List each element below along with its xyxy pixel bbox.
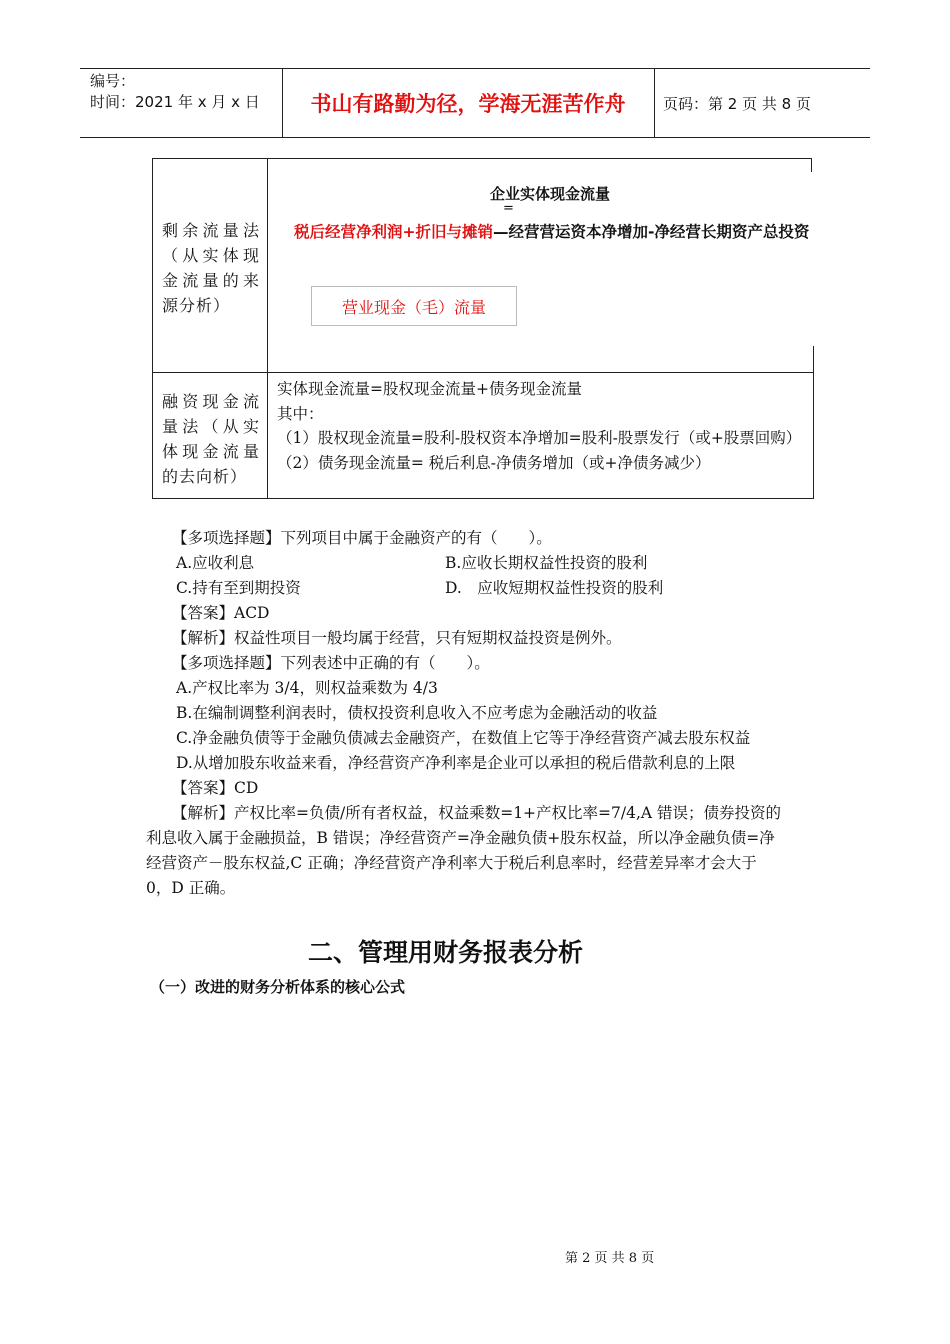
table-border-bottom bbox=[152, 498, 814, 499]
table-row-divider bbox=[152, 372, 814, 373]
q2-question: 【多项选择题】下列表述中正确的有（ ）。 bbox=[172, 654, 490, 672]
header-divider bbox=[654, 69, 655, 137]
q1-analysis: 【解析】权益性项目一般均属于经营，只有短期权益投资是例外。 bbox=[172, 629, 622, 647]
section-subtitle: （一）改进的财务分析体系的核心公式 bbox=[150, 978, 406, 996]
table-border-right bbox=[813, 346, 814, 499]
q2-option-c: C.净金融负债等于金融负债减去金融资产，在数值上它等于净经营资产减去股东权益 bbox=[176, 729, 751, 747]
analysis-line: 【解析】产权比率=负债/所有者权益，权益乘数=1+产权比率=7/4,A 错误；债券投资的 bbox=[172, 804, 782, 822]
analysis-line: 经营资产－股东权益,C 正确；净经营资产净利率大于税后利息率时，经营差异率才会大于 bbox=[146, 854, 757, 872]
analysis-line: 0，D 正确。 bbox=[146, 879, 236, 897]
formula-black-part: —经营营运资本净增加-净经营长期资产总投资 bbox=[493, 223, 810, 241]
page-header bbox=[80, 68, 870, 138]
table-border-top bbox=[152, 158, 812, 159]
detail-line: （2）债务现金流量= 税后利息-净债务增加（或+净债务减少） bbox=[277, 453, 711, 472]
q1-option-b: B.应收长期权益性投资的股利 bbox=[445, 554, 648, 572]
q2-analysis bbox=[146, 801, 811, 901]
q2-option-a: A.产权比率为 3/4，则权益乘数为 4/3 bbox=[176, 679, 438, 697]
operating-cash-flow-box: 营业现金（毛）流量 bbox=[311, 286, 517, 326]
header-meta bbox=[90, 71, 260, 113]
entity-cash-flow-formula bbox=[294, 220, 809, 242]
financing-flow-details bbox=[277, 377, 807, 475]
q1-option-d: D. 应收短期权益性投资的股利 bbox=[445, 579, 664, 597]
formula-red-part: 税后经营净利润+折旧与摊销 bbox=[294, 223, 493, 241]
detail-line: （1）股权现金流量=股利-股权资本净增加=股利-股票发行（或+股票回购） bbox=[277, 429, 802, 447]
header-motto: 书山有路勤为径，学海无涯苦作舟 bbox=[310, 92, 626, 116]
header-page-info: 页码：第 2 页 共 8 页 bbox=[663, 94, 811, 113]
q1-option-a: A.应收利息 bbox=[176, 554, 255, 572]
q2-option-b: B.在编制调整利润表时，债权投资利息收入不应考虑为金融活动的收益 bbox=[176, 704, 658, 722]
analysis-line: 利息收入属于金融损益，B 错误；净经营资产=净金融负债+股东权益，所以净金融负债=净 bbox=[146, 829, 775, 847]
method-residual-flow: 剩余流量法（从实体现金流量的来源分析） bbox=[162, 221, 260, 315]
table-border-left bbox=[152, 158, 153, 499]
entity-cash-flow-title: 企业实体现金流量 bbox=[490, 185, 611, 203]
section-title: 二、管理用财务报表分析 bbox=[308, 938, 584, 967]
q2-option-d: D.从增加股东收益来看，净经营资产净利率是企业可以承担的税后借款利息的上限 bbox=[176, 754, 736, 772]
table-column-divider bbox=[267, 158, 268, 499]
table-border-right-stub bbox=[811, 158, 812, 172]
detail-line: 实体现金流量=股权现金流量+债务现金流量 bbox=[277, 380, 582, 398]
method-financing-flow: 融资现金流量法（从实体现金流量的去向析） bbox=[162, 392, 260, 486]
q2-answer: 【答案】CD bbox=[172, 779, 259, 797]
detail-line: 其中： bbox=[277, 404, 324, 423]
number-label: 编号： bbox=[90, 72, 136, 90]
q1-question: 【多项选择题】下列项目中属于金融资产的有（ ）。 bbox=[172, 529, 552, 547]
time-label: 时间：2021 年 x 月 x 日 bbox=[90, 93, 260, 111]
q1-option-c: C.持有至到期投资 bbox=[176, 579, 301, 597]
equals-sign: = bbox=[503, 201, 514, 216]
q1-answer: 【答案】ACD bbox=[172, 604, 270, 622]
page-footer: 第 2 页 共 8 页 bbox=[565, 1251, 655, 1266]
